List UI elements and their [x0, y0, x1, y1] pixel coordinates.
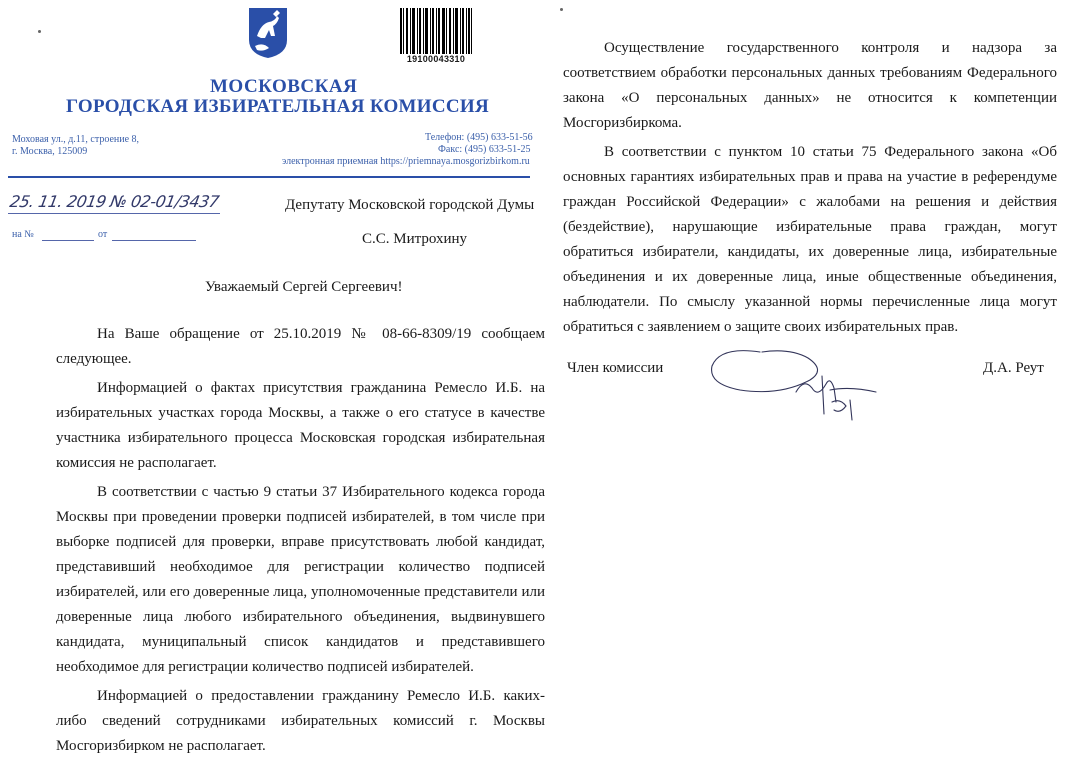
paragraph: В соответствии с пунктом 10 статьи 75 Федерального закона «Об основных гарантиях избирательных прав и права на участие в референдуме граждан Российской Федерации» с жалобами на решения и действия (бездействие), нарушающие избирательные права граждан, могут обратиться избиратели, кандидаты, их доверенные лица, избирательные объединения и их доверенные лица, иные общественные объединения, наблюдатели. По смыслу указанной нормы перечисленные лица могут обратиться с заявлением о защите своих избирательных прав. [563, 144, 1057, 335]
reference-date-blank [112, 240, 196, 241]
org-name-line-1: МОСКОВСКАЯ [210, 76, 358, 97]
barcode-number: 19100043310 [406, 54, 466, 64]
paragraph: Осуществление государственного контроля и надзора за соответствием обработки персональных данных требованиям Федерального закона «О персональных данных» не относится к компетенции Мосгоризбиркома. [563, 40, 1057, 131]
moscow-coat-of-arms-icon [247, 6, 289, 60]
salutation: Уважаемый Сергей Сергеевич! [205, 279, 403, 295]
registration-underline [8, 213, 220, 214]
paragraph: Информацией о фактах присутствия гражданина Ремесло И.Б. на избирательных участках города Москвы, а также о его статусе в качестве участника избирательного процесса Московская городская избирательная комиссия не располагает. [56, 380, 545, 471]
paragraph: На Ваше обращение от 25.10.2019 № 08-66-8309/19 сообщаем следующее. [56, 326, 545, 367]
letterhead-divider [8, 176, 530, 178]
barcode [400, 8, 472, 56]
org-name-line-2: ГОРОДСКАЯ ИЗБИРАТЕЛЬНАЯ КОМИССИЯ [66, 96, 489, 117]
scan-speck [38, 30, 41, 33]
registration-handwritten: 25. 11. 2019 № 02-01/3437 [8, 192, 221, 211]
addressee-position: Депутату Московской городской Думы [285, 197, 535, 213]
reference-number-label: на № [12, 229, 34, 240]
address-line-2: г. Москва, 125009 [12, 146, 88, 157]
reference-date-label: от [98, 229, 108, 240]
scan-speck [560, 8, 563, 11]
signatory-title: Член комиссии [567, 360, 664, 376]
address-line-1: Моховая ул., д.11, строение 8, [12, 134, 140, 145]
letter-body-right [563, 36, 1057, 344]
web-reception-link[interactable]: электронная приемная https://priemnaya.mosgorizbirkom.ru [282, 156, 530, 167]
paragraph: В соответствии с частью 9 статьи 37 Избирательного кодекса города Москвы при проведении проверки подписей избирателей, в том числе при выборке подписей для проверки, вправе присутствовать любой кандидат, представивший необходимое для регистрации количество подписей избирателей, или его доверенные лица, уполномоченные представители или доверенные лица любого избирательного объединения, выдвинувшего кандидата, муниципальный список кандидатов и представившего необходимое для регистрации количество подписей избирателей. [56, 484, 545, 675]
handwritten-signature [700, 340, 900, 430]
signatory-name: Д.А. Реут [983, 360, 1044, 376]
phone-number: Телефон: (495) 633-51-56 [425, 132, 533, 143]
letter-body-left [56, 322, 545, 763]
reference-number-blank [42, 240, 94, 241]
paragraph: Информацией о предоставлении гражданину Ремесло И.Б. каких-либо сведений сотрудниками избирательных комиссий г. Москвы Мосгоризбирком не располагает. [56, 688, 545, 754]
fax-number: Факс: (495) 633-51-25 [438, 144, 531, 155]
addressee-name: С.С. Митрохину [362, 231, 468, 247]
